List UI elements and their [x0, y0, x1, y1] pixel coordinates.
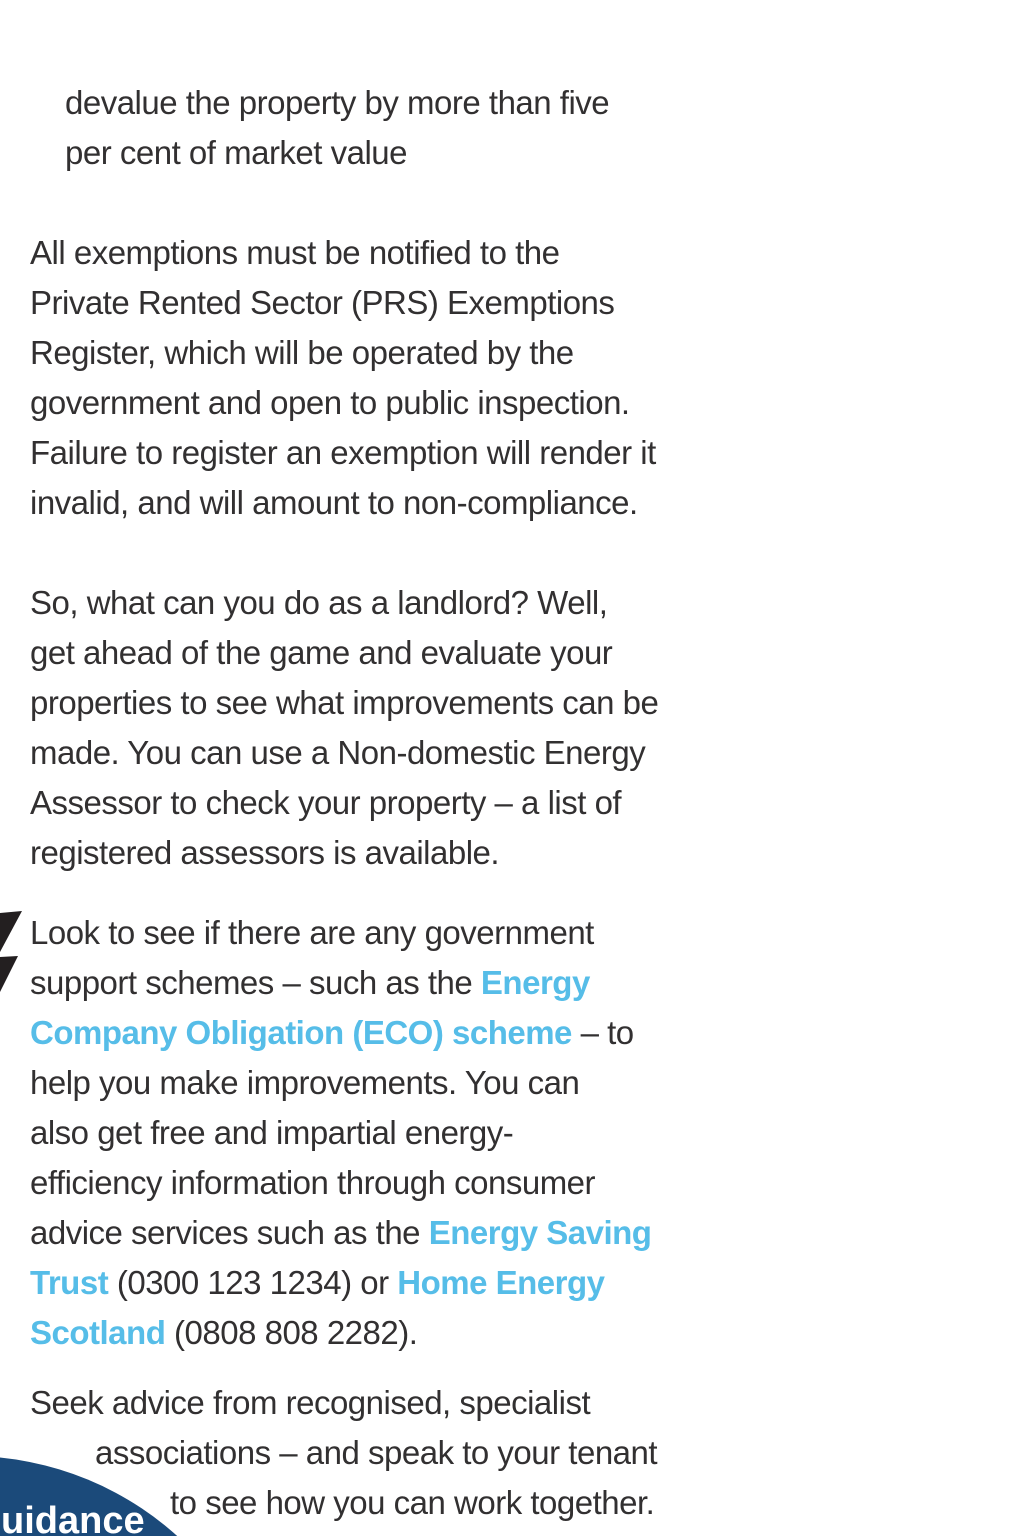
text-line	[30, 1108, 651, 1158]
text-line	[95, 1428, 657, 1478]
text-line	[30, 628, 658, 678]
text-segment: Failure to register an exemption will render it	[30, 434, 656, 471]
link-eco-scheme[interactable]: Energy	[480, 964, 590, 1001]
text-line	[30, 1008, 651, 1058]
text-line	[30, 328, 656, 378]
text-line	[30, 828, 658, 878]
text-line	[170, 1478, 657, 1528]
text-line	[30, 478, 656, 528]
link-energy-saving-trust[interactable]: Trust	[30, 1264, 109, 1301]
text-segment: invalid, and will amount to non-compliance.	[30, 484, 638, 521]
text-segment: associations – and speak to your tenant	[95, 1434, 658, 1471]
text-line	[30, 958, 651, 1008]
text-segment: registered assessors is available.	[30, 834, 500, 871]
text-segment: Private Rented Sector (PRS) Exemptions	[30, 284, 615, 321]
link-home-energy-scotland[interactable]: Home Energy	[397, 1264, 605, 1301]
text-segment: efficiency information through consumer	[30, 1164, 596, 1201]
text-segment: made. You can use a Non-domestic Energy	[30, 734, 646, 771]
text-segment: government and open to public inspection.	[30, 384, 630, 421]
text-line	[30, 428, 656, 478]
text-line	[30, 778, 658, 828]
link-home-energy-scotland[interactable]: Scotland	[30, 1314, 166, 1351]
text-line	[30, 728, 658, 778]
text-segment: also get free and impartial energy-	[30, 1114, 514, 1151]
text-line	[30, 908, 651, 958]
text-segment: Assessor to check your property – a list of	[30, 784, 622, 821]
text-segment: support schemes – such as the	[30, 964, 481, 1001]
paragraph	[30, 908, 651, 1358]
text-line	[30, 1158, 651, 1208]
paragraph	[30, 578, 658, 878]
text-segment: Look to see if there are any government	[30, 914, 594, 951]
text-line	[30, 228, 656, 278]
text-segment: per cent of market value	[65, 134, 408, 171]
text-segment: So, what can you do as a landlord? Well,	[30, 584, 608, 621]
link-energy-saving-trust[interactable]: Energy Saving	[428, 1214, 652, 1251]
text-line	[65, 128, 609, 178]
paragraph	[30, 228, 656, 528]
text-line	[30, 1208, 651, 1258]
lightning-bolt-icon	[0, 911, 23, 999]
text-line	[30, 378, 656, 428]
text-line	[30, 1258, 651, 1308]
text-line	[30, 678, 658, 728]
text-line	[30, 578, 658, 628]
text-segment: (0808 808 2282).	[165, 1314, 418, 1351]
link-eco-scheme[interactable]: Company Obligation (ECO) scheme	[30, 1014, 572, 1051]
text-segment: properties to see what improvements can be	[30, 684, 659, 721]
text-segment: devalue the property by more than five	[65, 84, 610, 121]
text-line	[65, 78, 609, 128]
text-segment: help you make improvements. You can	[30, 1064, 580, 1101]
paragraph	[65, 78, 609, 178]
text-segment: All exemptions must be notified to the	[30, 234, 560, 271]
guidance-label: uidance	[1, 1500, 145, 1536]
text-segment: advice services such as the	[30, 1214, 429, 1251]
text-segment: Register, which will be operated by the	[30, 334, 574, 371]
text-segment: to see how you can work together.	[170, 1484, 655, 1521]
text-line	[30, 1308, 651, 1358]
text-segment: Seek advice from recognised, specialist	[30, 1384, 591, 1421]
text-line	[30, 1378, 657, 1428]
text-line	[30, 1058, 651, 1108]
text-line	[30, 278, 656, 328]
text-segment: (0300 123 1234) or	[108, 1264, 398, 1301]
text-segment: get ahead of the game and evaluate your	[30, 634, 613, 671]
text-segment: – to	[571, 1014, 634, 1051]
